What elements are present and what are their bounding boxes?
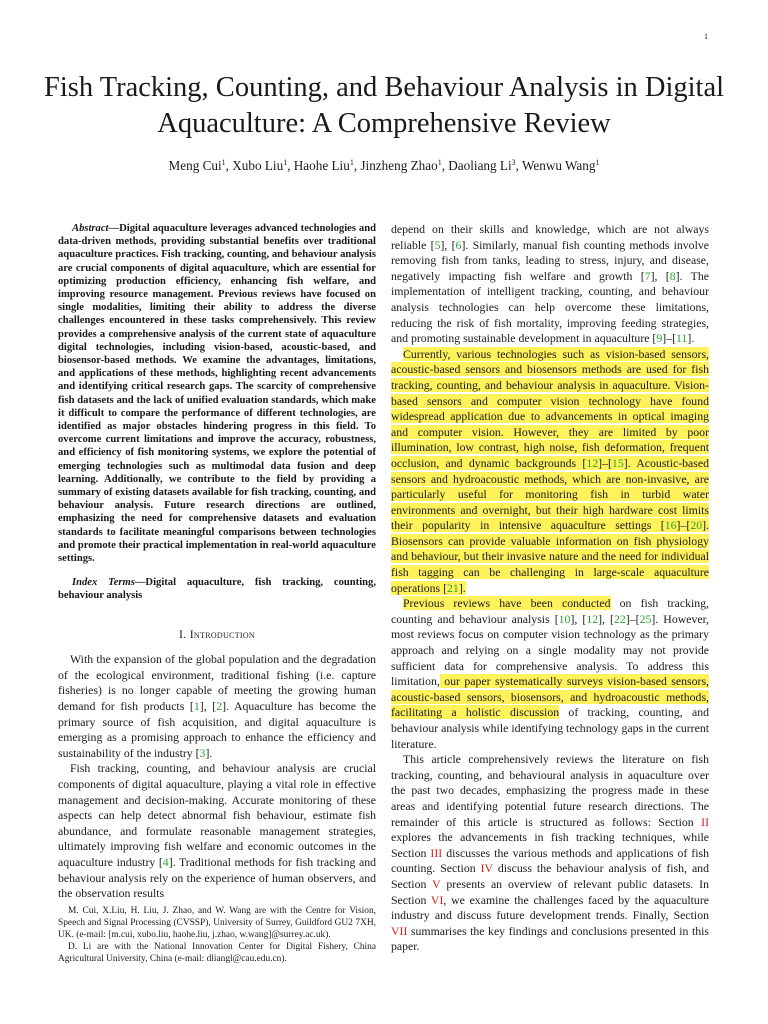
- abstract: [58, 222, 376, 565]
- citation-link[interactable]: 8: [669, 268, 676, 283]
- section-ref-link[interactable]: VI: [430, 892, 444, 907]
- index-terms-lead: Index Terms: [72, 577, 135, 589]
- citation-link[interactable]: 12: [586, 611, 599, 626]
- highlighted-text: Previous reviews have been conducted: [403, 596, 611, 611]
- citation-link[interactable]: 5: [434, 237, 441, 252]
- footnote-affiliation: M. Cui, X.Liu, H. Liu, J. Zhao, and W. Wang are with the Centre for Vision, Speech and Signal Processing (CVSSP), University of Surrey, Guildford GU2 7XH, UK. (e-mail: [m.cui, xubo.liu, haohe.liu, j.zhao, w.wang]@surrey.ac.uk).: [58, 906, 376, 940]
- citation-link[interactable]: 15: [611, 455, 624, 470]
- citation-link[interactable]: 25: [639, 611, 652, 626]
- page-number: 1: [704, 32, 708, 41]
- citation-link[interactable]: 16: [664, 518, 677, 533]
- citation-link[interactable]: 20: [690, 518, 703, 533]
- highlighted-text: our paper systematically surveys vision-based sensors, acoustic-based sensors, biosensors, and hydroacoustic methods, facilitating a holistic discussion: [391, 674, 709, 720]
- citation-link[interactable]: 12: [586, 455, 599, 470]
- author-name: Haohe Liu: [293, 158, 350, 173]
- intro-paragraph: Fish tracking, counting, and behaviour analysis are crucial components of digital aquaculture, playing a vital role in effective management and decision-making. Accurate monitoring of these aspects can help detect abnormal fish behaviour, estimate fish abundance, and formulate reasonable management strategies, ultimately improving fish welfare and economic outcomes in the aquaculture industry [4]. Traditional methods for fish tracking and behaviour analysis rely on the experience of human observers, and the observation results: [58, 761, 376, 901]
- body-paragraph: depend on their skills and knowledge, which are not always reliable [5], [6]. Similarly, manual fish counting methods involve removing fish from tanks, leading to stress, injury, and disease, negatively impacting fish welfare and growth [7], [8]. The implementation of intelligent tracking, counting, and behaviour analysis technologies can help overcome these limitations, reducing the risk of fish mortality, improving feeding strategies, and promoting sustainable development in aquaculture [9]–[11].: [391, 222, 709, 346]
- citation-link[interactable]: 6: [455, 237, 462, 252]
- paper-title: Fish Tracking, Counting, and Behaviour Analysis in Digital Aquaculture: A Comprehensive Review: [43, 72, 725, 139]
- author-affiliation: 1: [595, 158, 600, 167]
- body-paragraph: This article comprehensively reviews the literature on fish tracking, counting, and behavioural analysis in aquaculture over the past two decades, emphasizing the progress made in these areas and identifying potential future research directions. The remainder of this article is structured as follows: Section II explores the advancements in fish tracking techniques, while Section III discusses the various methods and applications of fish counting. Section IV discuss the behaviour analysis of fish, and Section V presents an overview of relevant public datasets. In Section VI, we examine the challenges faced by the aquaculture industry and discuss future development trends. Finally, Section VII summarises the key findings and conclusions presented in this paper.: [391, 752, 709, 954]
- author-affiliation: 1: [283, 158, 288, 167]
- section-title: Introduction: [189, 626, 256, 641]
- highlighted-text: Currently, various technologies such as vision-based sensors, acoustic-based sensors and biosensors methods are used for fish tracking, counting, and behaviour analysis in aquaculture. Vision-based sensors and computer vision technology have found widespread application due to advancements in optical imaging and computer vision. However, they are limited by poor illumination, low contrast, high noise, fish deformation, frequent occlusion, and dynamic backgrounds [12]–[15]. Acoustic-based sensors and hydroacoustic methods, which are non-invasive, are particularly useful for monitoring fish in turbid water environments and overnight, but their high hardware cost limits their popularity in intensive aquaculture settings [16]–[20]. Biosensors can provide valuable information on fish physiology and behaviour, but their invasive nature and the need for individual fish tagging can be challenging in large-scale aquaculture operations [21].: [391, 346, 709, 595]
- body-paragraph: Previous reviews have been conducted on fish tracking, counting and behaviour analysis [10], [12], [22]–[25]. However, most reviews focus on computer vision technology as the primary approach and relying on a single modality may not provide sufficient data for comprehensive analysis. To address this limitation, our paper systematically surveys vision-based sensors, acoustic-based sensors, biosensors, and hydroacoustic methods, facilitating a holistic discussion of tracking, counting, and behaviour analysis while identifying technology gaps in the current literature.: [391, 596, 710, 751]
- right-column: [391, 222, 709, 955]
- citation-link[interactable]: 11: [676, 331, 688, 346]
- abstract-text: —Digital aquaculture leverages advanced technologies and data-driven methods, providing substantial benefits over traditional aquaculture practices. Fish tracking, counting, and behaviour analysis are crucial components of digital aquaculture, which are essential for optimizing production efficiency, enhancing fish welfare, and improving resource management. Previous reviews have focused on single modalities, limiting their ability to address the diverse challenges encountered in these tasks comprehensively. This review provides a comprehensive analysis of the current state of aquaculture digital technologies, including vision-based, acoustic-based, and biosensor-based methods. We examine the advantages, limitations, and applications of these methods, highlighting recent advancements and identifying critical research gaps. The scarcity of comprehensive fish datasets and the lack of unified evaluation standards, which make it difficult to compare the performance of different technologies, are identified as major obstacles hindering progress in this field. To overcome current limitations and improve the accuracy, robustness, and efficiency of fish monitoring systems, we explore the potential of emerging technologies such as multimodal data fusion and deep learning. Additionally, we contribute to the field by providing a summary of existing datasets available for fish tracking, counting, and behaviour analysis. Future research directions are outlined, emphasizing the need for comprehensive datasets and evaluation standards to facilitate meaningful comparisons between technologies and promote their practical implementation in real-world aquaculture settings.: [58, 223, 376, 565]
- citation-link[interactable]: 22: [614, 611, 626, 626]
- highlighted-paragraph: [391, 347, 709, 597]
- author-affiliation: 1: [437, 158, 442, 167]
- author-name: Daoliang Li: [448, 158, 512, 173]
- footnote-affiliation: D. Li are with the National Innovation Center for Digital Fishery, China Agricultural University, China (e-mail: dliangl@cau.edu.cn).: [58, 942, 376, 964]
- section-ref-link[interactable]: III: [430, 845, 443, 860]
- author-affiliation: 3: [511, 158, 516, 167]
- author-name: Jinzheng Zhao: [360, 158, 438, 173]
- citation-link[interactable]: 7: [644, 268, 651, 283]
- index-terms-text: —Digital aquaculture, fish tracking, counting, behaviour analysis: [58, 577, 376, 602]
- section-ref-link[interactable]: II: [701, 814, 709, 829]
- index-terms: [58, 576, 376, 602]
- author-name: Wenwu Wang: [522, 158, 596, 173]
- author-affiliation: 1: [349, 158, 354, 167]
- citation-link[interactable]: 1: [193, 699, 200, 714]
- author-name: Xubo Liu: [232, 158, 284, 173]
- citation-link[interactable]: 4: [162, 855, 169, 869]
- section-number: I.: [178, 626, 190, 641]
- author-list: Meng Cui$^1$, Xubo Liu$^1$, Haohe Liu$^1$, Jinzheng Zhao$^1$, Daoliang Li$^3$, Wenwu Wang$^1$: [168, 158, 600, 173]
- citation-link[interactable]: 3: [199, 745, 206, 760]
- author-name: Meng Cui: [168, 158, 222, 173]
- section-heading: [58, 627, 376, 643]
- left-column: [58, 222, 376, 902]
- footnote: [58, 905, 376, 965]
- section-ref-link[interactable]: V: [432, 876, 441, 891]
- section-ref-link[interactable]: IV: [480, 861, 493, 876]
- citation-link[interactable]: 10: [558, 611, 571, 626]
- abstract-lead: Abstract: [72, 223, 109, 234]
- citation-link[interactable]: 2: [216, 699, 223, 714]
- citation-link[interactable]: 21: [447, 580, 459, 595]
- author-affiliation: 1: [221, 158, 226, 167]
- intro-paragraph: With the expansion of the global population and the degradation of the ecological environment, traditional fishing (i.e. capture fisheries) is no longer capable of meeting the growing human demand for fish products [1], [2]. Aquaculture has become the primary source of fish acquisition, and digital aquaculture is emerging as a promising approach to enhance the efficiency and sustainability of the industry [3].: [58, 652, 376, 760]
- section-ref-link[interactable]: VII: [391, 923, 408, 938]
- citation-link[interactable]: 9: [656, 331, 663, 346]
